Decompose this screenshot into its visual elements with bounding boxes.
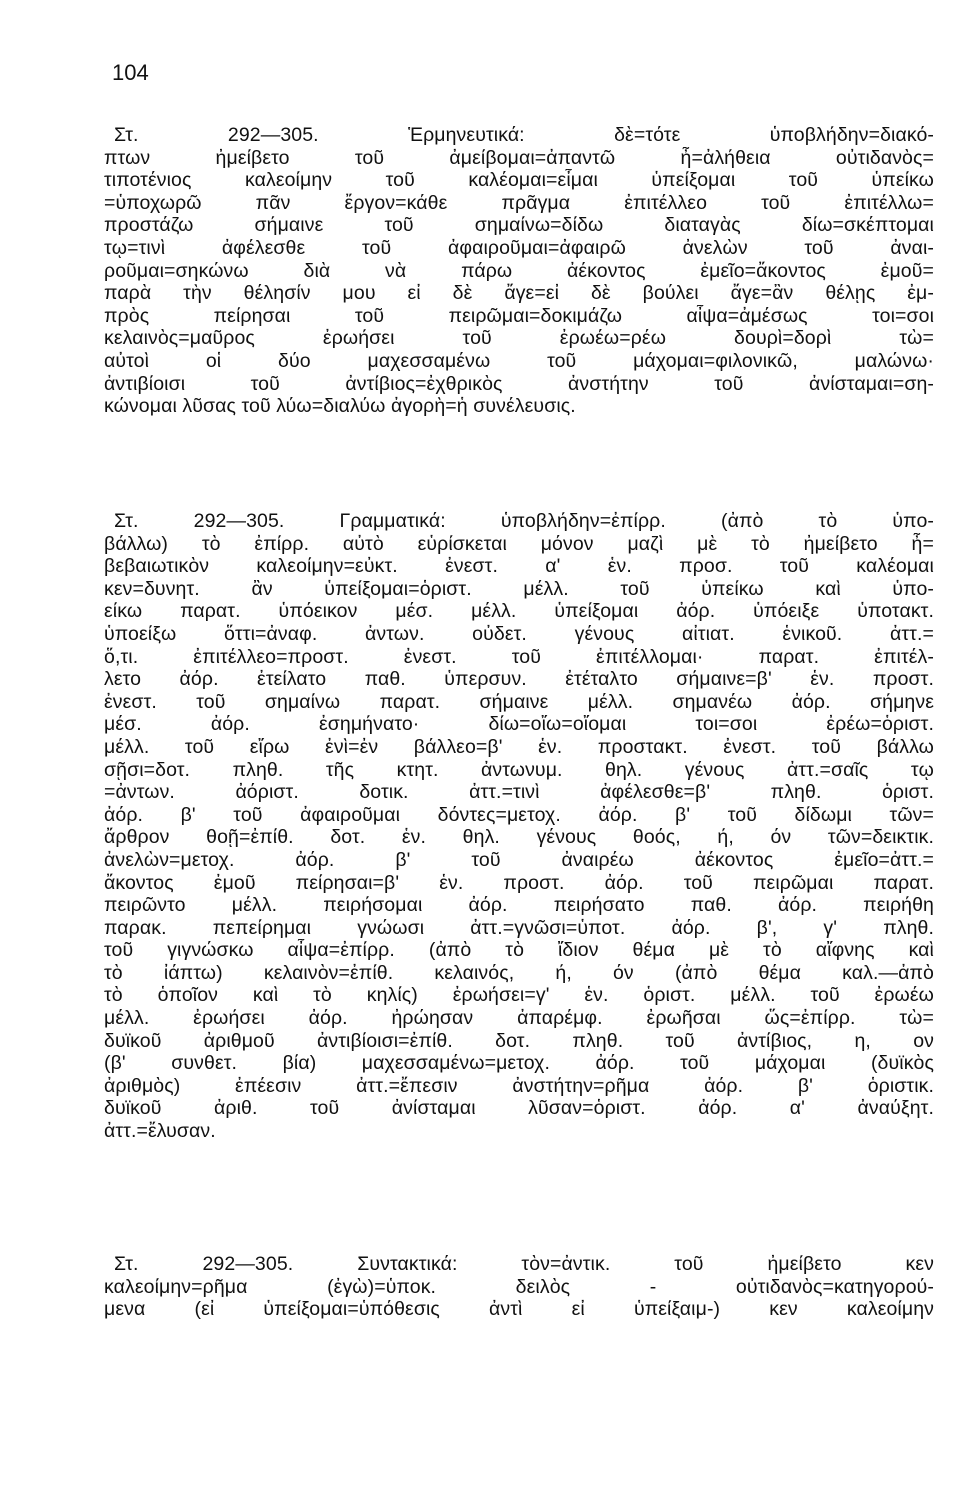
text-line: πτων ἠμείβετο τοῦ ἀμείβομαι=ἀπαντῶ ἦ=ἀλήθεια οὐτιδανὸς= — [104, 146, 934, 169]
text-line: δυϊκοῦ ἀριθμοῦ ἀντιβίοισι=ἐπίθ. δοτ. πληθ. τοῦ ἀντίβιος, η, ον — [104, 1029, 934, 1052]
text-line: σῇσι=δοτ. πληθ. τῆς κτητ. ἀντωνυμ. θηλ. γένους ἀττ.=σαῖς τῳ — [104, 758, 934, 781]
text-line: προστάζω σήμαινε τοῦ σημαίνω=δίδω διαταγὰς δίω=σκέπτομαι — [104, 214, 934, 237]
text-line: αὐτοὶ οἱ δύο μαχεσσαμένω τοῦ μάχομαι=φιλονικῶ, μαλώνω· — [104, 349, 934, 372]
text-line: ὅ,τι. ἐπιτέλλεο=προστ. ἐνεστ. τοῦ ἐπιτέλλομαι· παρατ. ἐπιτέλ- — [104, 645, 934, 668]
text-line: δυϊκοῦ ἀριθ. τοῦ ἀνίσταμαι λῦσαν=ὁριστ. ἀόρ. α' ἀναύξητ. — [104, 1097, 934, 1120]
text-line: βεβαιωτικὸν καλεοίμην=εὐκτ. ἐνεστ. α' ἑν. προσ. τοῦ καλέομαι — [104, 555, 934, 578]
text-line: τιποτένιος καλεοίμην τοῦ καλέομαι=εἶμαι ὑπείξομαι τοῦ ὑπείκω — [104, 169, 934, 192]
text-line: είκω παρατ. ὑπόεικον μέσ. μέλλ. ὑπείξομαι ἀόρ. ὑπόειξε ὑποτακτ. — [104, 600, 934, 623]
text-line: τῳ=τινὶ ἀφέλεσθε τοῦ ἀφαιροῦμαι=ἀφαιρῶ ἀνελὼν τοῦ ἀναι- — [104, 236, 934, 259]
text-line: λετο ἀόρ. ἐτείλατο παθ. ὑπερσυν. ἐτέταλτο σήμαινε=β' ἑν. προστ. — [104, 668, 934, 691]
text-line: κεν=δυνητ. ἂν ὑπείξομαι=ὁριστ. μέλλ. τοῦ ὑπείκω καὶ ὑπο- — [104, 577, 934, 600]
text-line: πρὸς πείρησαι τοῦ πειρῶμαι=δοκιμάζω αἶψα=ἀμέσως τοι=σοι — [104, 304, 934, 327]
text-line: ἀττ.=ἔλυσαν. — [104, 1120, 216, 1143]
text-line: τὸ ἰάπτω) κελαινὸν=ἐπίθ. κελαινός, ή, όν (ἀπὸ θέμα καλ.—ἀπὸ — [104, 961, 934, 984]
text-line: παρὰ τὴν θέλησίν μου εἰ δὲ ἄγε=εἰ δὲ βούλει ἄγε=ἂν θέλῃς ἐμ- — [104, 282, 934, 305]
text-line: μενα (εἰ ὑπείξομαι=ὑπόθεσις ἀντὶ εἰ ὑπείξαιμ-) κεν καλεοίμην — [104, 1298, 934, 1321]
text-line: μέλλ. τοῦ εἴρω ἐνὶ=ἐν βάλλεο=β' ἑν. προστακτ. ἐνεστ. τοῦ βάλλω — [104, 735, 934, 758]
page-number: 104 — [112, 60, 149, 85]
text-line: τὸ ὁποῖον καὶ τὸ κηλίς) ἐρωήσει=γ' ἑν. ὁριστ. μέλλ. τοῦ ἐρωέω — [104, 984, 934, 1007]
section-grammatical — [104, 510, 934, 1143]
text-line: Στ. 292—305. Συντακτικά: τὸν=ἀντικ. τοῦ ἠμείβετο κεν — [114, 1253, 934, 1275]
text-line: καλεοίμην=ρῆμα (ἐγὼ)=ὑποκ. δειλὸς - οὐτιδανὸς=κατηγορού- — [104, 1275, 934, 1298]
text-line: ἄρθρον θοῇ=ἐπίθ. δοτ. ἑν. θηλ. γένους θοός, ή, όν τῶν=δεικτικ. — [104, 826, 934, 849]
text-line: ἀνελὼν=μετοχ. ἀόρ. β' τοῦ ἀναιρέω ἀέκοντος ἐμεῖο=ἀττ.= — [104, 848, 934, 871]
text-line: ἀριθμὸς) ἐπέεσιν ἀττ.=ἔπεσιν ἀνστήτην=ρῆμα ἀόρ. β' ὁριστικ. — [104, 1074, 934, 1097]
text-line: παρακ. πεπείρημαι γνώωσι ἀττ.=γνῶσι=ὑποτ. ἀόρ. β', γ' πληθ. — [104, 916, 934, 939]
text-line: ἀντιβίοισι τοῦ ἀντίβιος=ἐχθρικὸς ἀνστήτην τοῦ ἀνίσταμαι=ση- — [104, 372, 934, 395]
text-line: τοῦ γιγνώσκω αἶψα=ἐπίρρ. (ἀπὸ τὸ ἴδιον θέμα μὲ τὸ αἴφνης καὶ — [104, 939, 934, 962]
text-line: (β' συνθετ. βία) μαχεσσαμένω=μετοχ. ἀόρ. τοῦ μάχομαι (δυϊκὸς — [104, 1052, 934, 1075]
text-line: κώνομαι λῦσας τοῦ λύω=διαλύω ἀγορὴ=ἡ συνέλευσις. — [104, 395, 576, 418]
text-line: Στ. 292—305. Γραμματικά: ὑποβλήδην=ἐπίρρ. (ἀπὸ τὸ ὑπο- — [114, 510, 934, 532]
text-line: ὑποείξω ὅττι=ἀναφ. ἀντων. οὐδετ. γένους αἰτιατ. ἑνικοῦ. ἀττ.= — [104, 622, 934, 645]
text-line: =ἀντων. ἀόριστ. δοτικ. ἀττ.=τινὶ ἀφέλεσθε=β' πληθ. ὁριστ. — [104, 781, 934, 804]
text-line: μέλλ. ἐρωήσει ἀόρ. ἠρώησαν ἀπαρέμφ. ἐρωῆσαι ὥς=ἐπίρρ. τὼ= — [104, 1007, 934, 1030]
text-line: Στ. 292—305. Ἑρμηνευτικά: δὲ=τότε ὑποβλήδην=διακό- — [114, 124, 934, 146]
text-line: κελαινὸς=μαῦρος ἐρωήσει τοῦ ἐρωέω=ρέω δουρὶ=δορὶ τὼ= — [104, 327, 934, 350]
text-line: ἄκοντος ἐμοῦ πείρησαι=β' ἑν. προστ. ἀόρ. τοῦ πειρῶμαι παρατ. — [104, 871, 934, 894]
section-interpretive — [104, 124, 934, 418]
text-line: βάλλω) τὸ ἐπίρρ. αὐτὸ εὑρίσκεται μόνον μαζὶ μὲ τὸ ἠμείβετο ἦ= — [104, 532, 934, 555]
text-line: =ὑποχωρῶ πᾶν ἔργον=κάθε πρᾶγμα ἐπιτέλλεο τοῦ ἐπιτέλλω= — [104, 191, 934, 214]
text-line: ἐνεστ. τοῦ σημαίνω παρατ. σήμαινε μέλλ. σημανέω ἀόρ. σήμηνε — [104, 690, 934, 713]
text-line: πειρῶντο μέλλ. πειρήσομαι ἀόρ. πειρήσατο παθ. ἀόρ. πειρήθη — [104, 894, 934, 917]
text-line: ἀόρ. β' τοῦ ἀφαιροῦμαι δόντες=μετοχ. ἀόρ. β' τοῦ δίδωμι τῶν= — [104, 803, 934, 826]
section-syntactic — [104, 1253, 934, 1321]
text-line: μέσ. ἀόρ. ἐσημήνατο· δίω=οἴω=οἴομαι τοι=σοι ἐρέω=ὁριστ. — [104, 713, 934, 736]
text-line: ροῦμαι=σηκώνω διὰ νὰ πάρω ἀέκοντος ἐμεῖο=ἄκοντος ἐμοῦ= — [104, 259, 934, 282]
